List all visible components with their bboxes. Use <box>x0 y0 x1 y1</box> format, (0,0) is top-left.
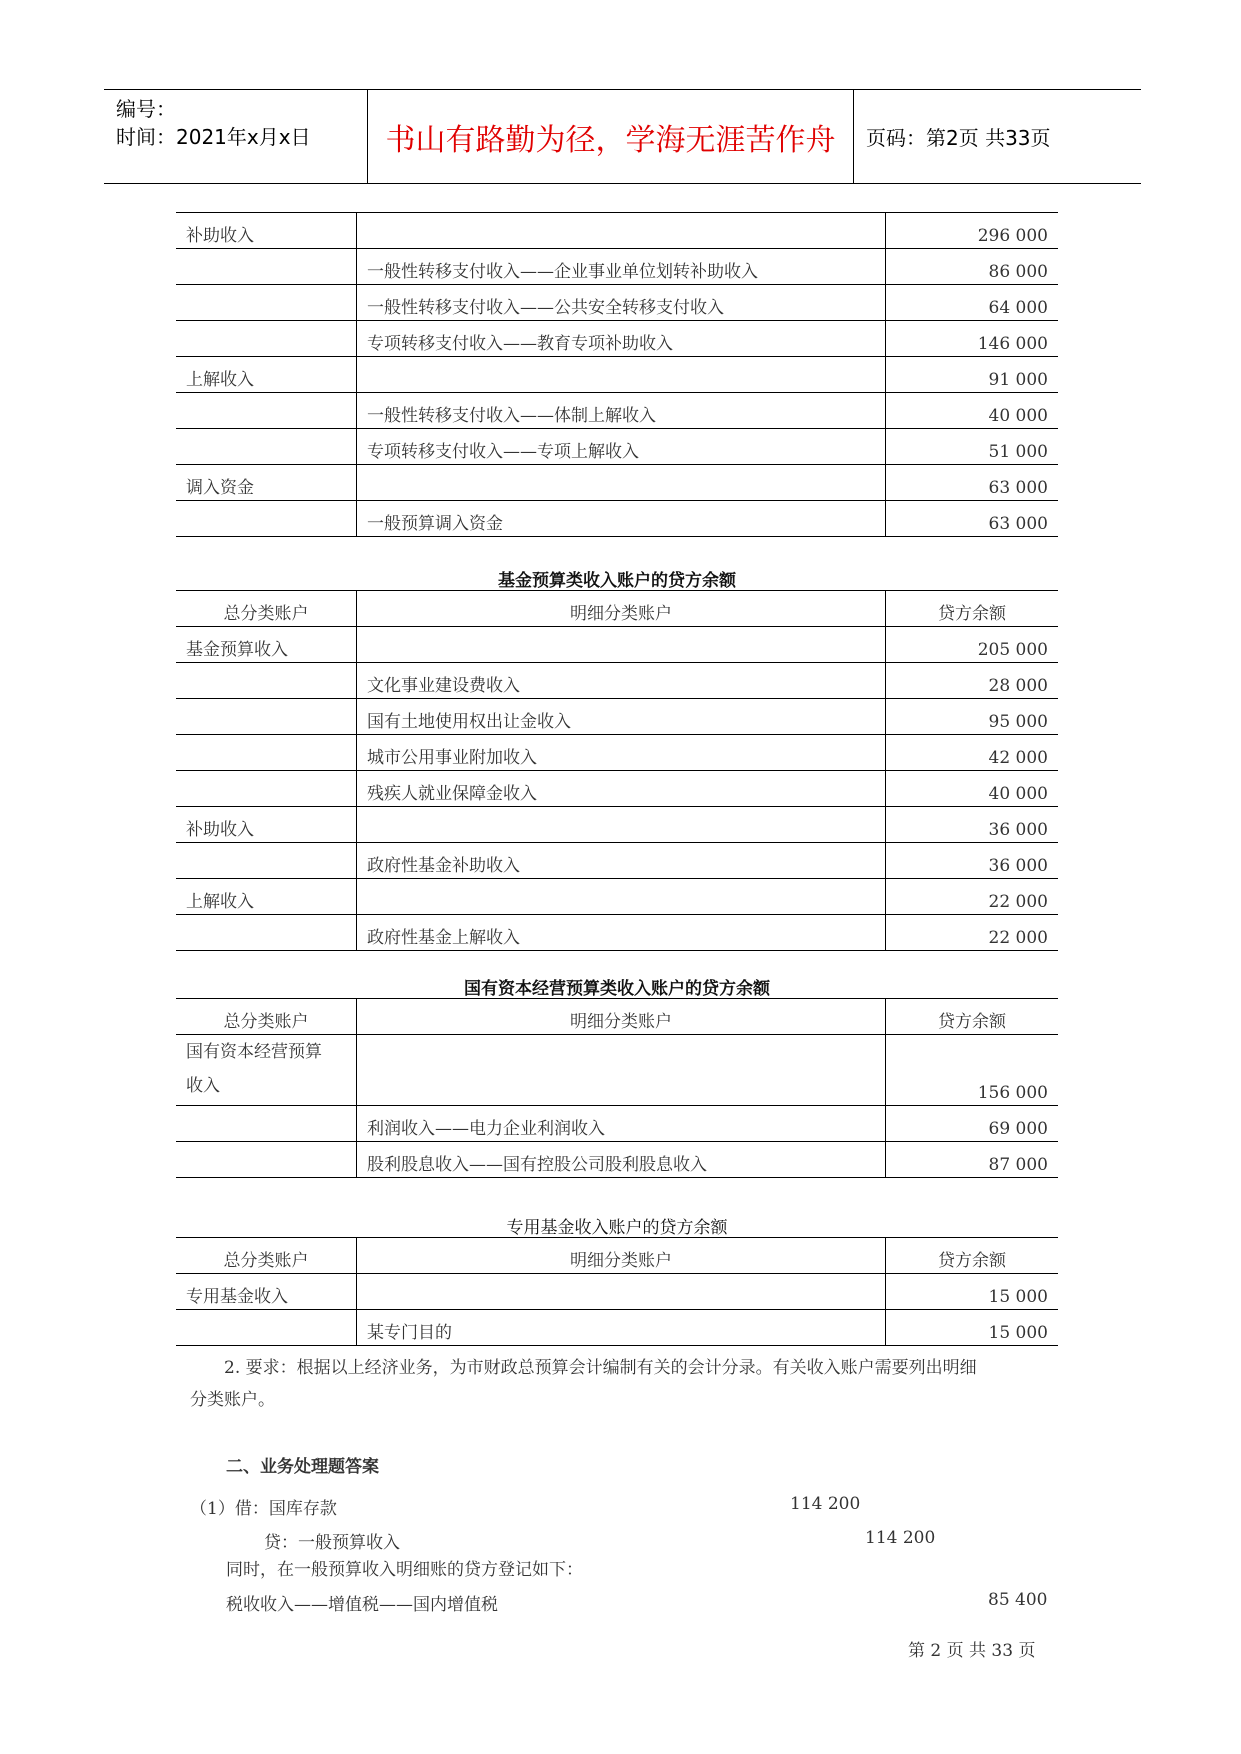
footer-page-number: 第 2 页 共 33 页 <box>908 1641 1036 1661</box>
detail-account-cell: 利润收入——电力企业利润收入 <box>357 1106 886 1142</box>
general-account-line1: 国有资本经营预算 <box>186 1042 322 1062</box>
credit-balance-cell: 42 000 <box>988 748 1048 768</box>
general-account-cell <box>176 321 357 357</box>
general-account-line2: 收入 <box>186 1076 220 1096</box>
general-account-cell: 专用基金收入 <box>176 1274 357 1310</box>
general-account-cell <box>176 1106 357 1142</box>
general-account-cell: 基金预算收入 <box>176 627 357 663</box>
table-row <box>176 699 1058 735</box>
detail-entry-label: 税收收入——增值税——国内增值税 <box>226 1595 498 1615</box>
detail-note: 同时，在一般预算收入明细账的贷方登记如下： <box>226 1560 583 1580</box>
serial-number: 编号： <box>116 97 176 121</box>
general-account-cell <box>176 771 357 807</box>
credit-balance-cell: 63 000 <box>988 478 1048 498</box>
general-account-cell: 调入资金 <box>176 465 357 501</box>
header-detail-account: 明细分类账户 <box>357 999 886 1035</box>
credit-balance-cell: 146 000 <box>977 334 1048 354</box>
table-row <box>176 843 1058 879</box>
time-label: 时间：2021年x月x日 <box>116 125 311 149</box>
detail-account-cell: 一般预算调入资金 <box>357 501 886 537</box>
credit-balance-cell: 86 000 <box>988 262 1048 282</box>
requirement-line1: 2. 要求：根据以上经济业务，为市财政总预算会计编制有关的会计分录。有关收入账户需要列出明细 <box>224 1358 977 1378</box>
header-left-cell <box>104 90 368 183</box>
table-row <box>176 1035 1058 1106</box>
general-account-cell <box>176 429 357 465</box>
state-capital-revenue-table <box>176 998 1058 1178</box>
general-account-cell <box>176 285 357 321</box>
detail-account-cell: 专项转移支付收入——教育专项补助收入 <box>357 321 886 357</box>
fund-budget-revenue-table <box>176 590 1058 951</box>
table-row <box>176 249 1058 285</box>
header-credit-balance: 贷方余额 <box>938 1251 1006 1271</box>
table-row <box>176 915 1058 951</box>
detail-account-cell: 国有土地使用权出让金收入 <box>357 699 886 735</box>
motto: 书山有路勤为径，学海无涯苦作舟 <box>368 90 854 183</box>
detail-account-cell <box>357 465 886 501</box>
general-account-cell <box>176 699 357 735</box>
general-account-cell <box>176 843 357 879</box>
detail-account-cell: 残疾人就业保障金收入 <box>357 771 886 807</box>
detail-account-cell <box>357 1274 886 1310</box>
general-account-cell <box>176 249 357 285</box>
credit-balance-cell: 28 000 <box>988 676 1048 696</box>
general-account-cell <box>176 1310 357 1346</box>
entry1-credit: 贷：一般预算收入 <box>264 1533 400 1553</box>
detail-account-cell <box>357 879 886 915</box>
detail-account-cell <box>357 1035 886 1106</box>
general-account-cell <box>176 663 357 699</box>
general-account-cell <box>176 1142 357 1178</box>
credit-balance-cell: 69 000 <box>988 1119 1048 1139</box>
credit-balance-cell: 22 000 <box>988 892 1048 912</box>
general-account-cell <box>176 393 357 429</box>
credit-balance-cell: 36 000 <box>988 820 1048 840</box>
header-credit-balance: 贷方余额 <box>938 604 1006 624</box>
credit-balance-cell: 156 000 <box>977 1083 1048 1103</box>
credit-balance-cell: 36 000 <box>988 856 1048 876</box>
credit-balance-cell: 63 000 <box>988 514 1048 534</box>
general-account-cell: 补助收入 <box>176 807 357 843</box>
table-row <box>176 393 1058 429</box>
table-row <box>176 321 1058 357</box>
answers-heading: 二、业务处理题答案 <box>226 1457 379 1477</box>
general-budget-revenue-table <box>176 212 1058 537</box>
table-row <box>176 663 1058 699</box>
detail-account-cell: 一般性转移支付收入——体制上解收入 <box>357 393 886 429</box>
detail-account-cell: 政府性基金上解收入 <box>357 915 886 951</box>
table-row <box>176 465 1058 501</box>
detail-account-cell: 一般性转移支付收入——公共安全转移支付收入 <box>357 285 886 321</box>
credit-balance-cell: 205 000 <box>977 640 1048 660</box>
general-account-cell <box>176 735 357 771</box>
detail-account-cell <box>357 213 886 249</box>
detail-account-cell: 股利股息收入——国有控股公司股利股息收入 <box>357 1142 886 1178</box>
table-row <box>176 501 1058 537</box>
detail-account-cell <box>357 357 886 393</box>
header-general-account: 总分类账户 <box>176 591 357 627</box>
table-header-row <box>176 999 1058 1035</box>
detail-account-cell: 专项转移支付收入——专项上解收入 <box>357 429 886 465</box>
page-header <box>104 89 1141 184</box>
header-page-number: 页码：第2页 共33页 <box>866 126 1051 150</box>
credit-balance-cell: 15 000 <box>988 1287 1048 1307</box>
credit-balance-cell: 15 000 <box>988 1323 1048 1343</box>
detail-entry-amount: 85 400 <box>988 1590 1048 1610</box>
detail-account-cell <box>357 627 886 663</box>
detail-account-cell: 城市公用事业附加收入 <box>357 735 886 771</box>
detail-account-cell: 文化事业建设费收入 <box>357 663 886 699</box>
credit-balance-cell: 91 000 <box>988 370 1048 390</box>
detail-account-cell: 某专门目的 <box>357 1310 886 1346</box>
credit-balance-cell: 95 000 <box>988 712 1048 732</box>
header-detail-account: 明细分类账户 <box>357 591 886 627</box>
general-account-cell <box>176 915 357 951</box>
entry1-debit-amount: 114 200 <box>790 1494 861 1514</box>
header-general-account: 总分类账户 <box>176 999 357 1035</box>
detail-account-cell: 一般性转移支付收入——企业事业单位划转补助收入 <box>357 249 886 285</box>
table-row <box>176 1142 1058 1178</box>
table-header-row <box>176 1238 1058 1274</box>
credit-balance-cell: 87 000 <box>988 1155 1048 1175</box>
table-row <box>176 357 1058 393</box>
table-row <box>176 771 1058 807</box>
special-fund-table-title: 专用基金收入账户的贷方余额 <box>506 1218 728 1238</box>
table-row <box>176 213 1058 249</box>
detail-account-cell <box>357 807 886 843</box>
general-account-cell: 上解收入 <box>176 357 357 393</box>
general-account-cell <box>176 1035 357 1106</box>
credit-balance-cell: 296 000 <box>977 226 1048 246</box>
table-row <box>176 879 1058 915</box>
general-account-cell <box>176 501 357 537</box>
entry1-credit-amount: 114 200 <box>865 1528 936 1548</box>
header-detail-account: 明细分类账户 <box>357 1238 886 1274</box>
table-row <box>176 1310 1058 1346</box>
table-row <box>176 285 1058 321</box>
table-header-row <box>176 591 1058 627</box>
entry1-debit: （1）借：国库存款 <box>190 1499 337 1519</box>
header-credit-balance: 贷方余额 <box>938 1012 1006 1032</box>
credit-balance-cell: 22 000 <box>988 928 1048 948</box>
credit-balance-cell: 40 000 <box>988 784 1048 804</box>
special-fund-revenue-table <box>176 1237 1058 1346</box>
general-account-cell: 补助收入 <box>176 213 357 249</box>
credit-balance-cell: 40 000 <box>988 406 1048 426</box>
requirement-line2: 分类账户。 <box>190 1390 275 1410</box>
table-row <box>176 1274 1058 1310</box>
state-capital-table-title: 国有资本经营预算类收入账户的贷方余额 <box>464 979 770 999</box>
fund-budget-table-title: 基金预算类收入账户的贷方余额 <box>498 571 736 591</box>
header-general-account: 总分类账户 <box>176 1238 357 1274</box>
table-row <box>176 807 1058 843</box>
table-row <box>176 735 1058 771</box>
table-row <box>176 429 1058 465</box>
detail-account-cell: 政府性基金补助收入 <box>357 843 886 879</box>
table-row <box>176 627 1058 663</box>
credit-balance-cell: 64 000 <box>988 298 1048 318</box>
table-row <box>176 1106 1058 1142</box>
general-account-cell: 上解收入 <box>176 879 357 915</box>
credit-balance-cell: 51 000 <box>988 442 1048 462</box>
